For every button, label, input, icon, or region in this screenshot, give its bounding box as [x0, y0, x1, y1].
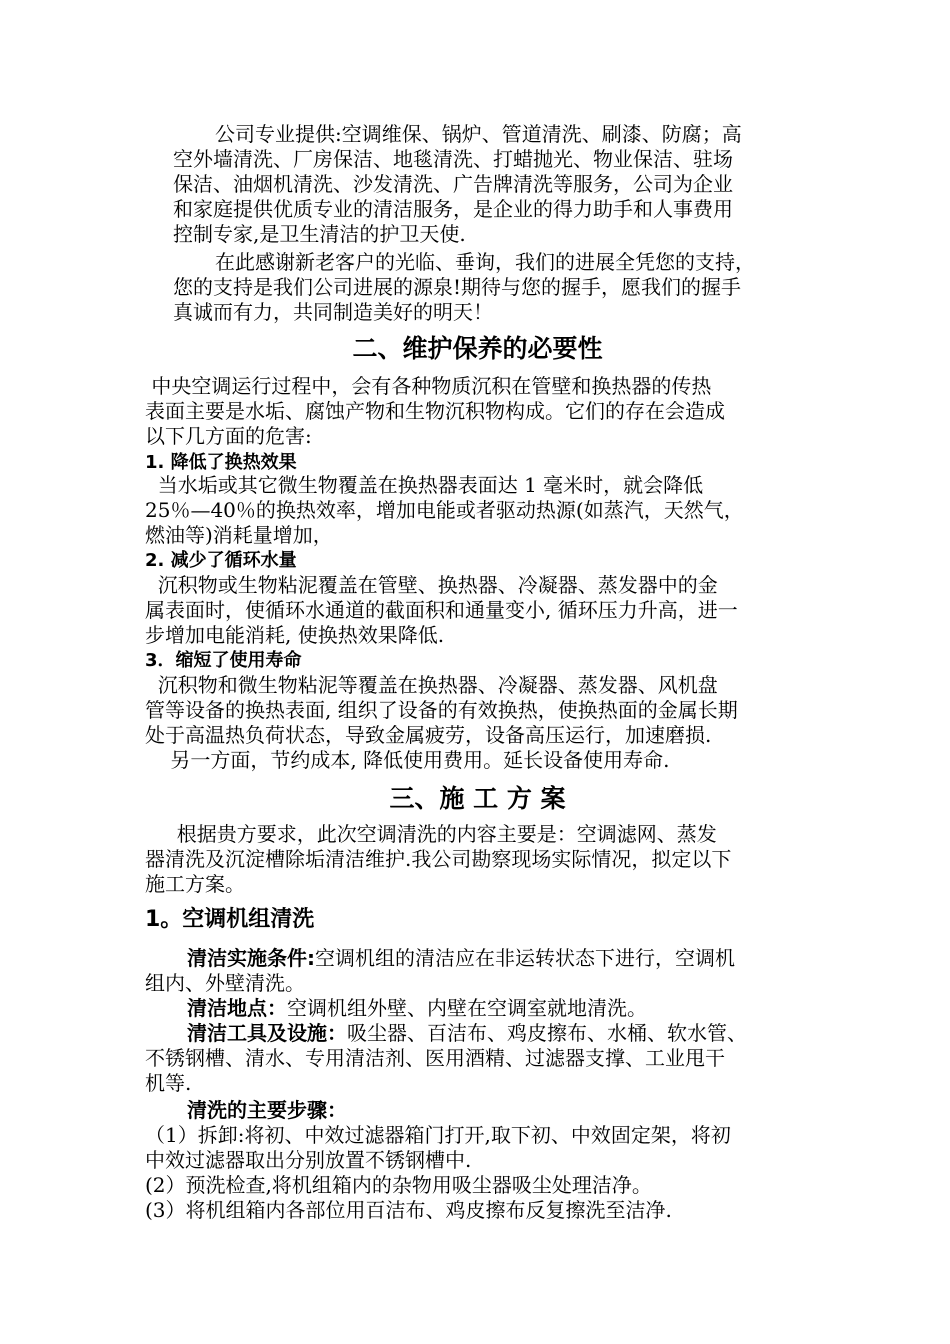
- main-steps-label-row: [145, 1098, 810, 1123]
- tools-label: 清洁工具及设施：: [187, 1021, 347, 1045]
- text-line: 控制专家,是卫生清洁的护卫天使.: [173, 222, 466, 246]
- main-steps: [145, 1123, 810, 1223]
- text-line: 另一方面，节约成本, 降低使用费用。延长设备使用寿命.: [145, 748, 670, 772]
- text-line: 和家庭提供优质专业的清洁服务，是企业的得力助手和人事费用: [173, 197, 733, 221]
- cleaning-tools: [145, 1021, 810, 1096]
- text-line: 步增加电能消耗, 使换热效果降低.: [145, 623, 445, 647]
- text-line: [145, 996, 810, 1021]
- cond-text: 空调机组的清洁应在非运转状态下进行，空调机: [315, 946, 735, 970]
- text-line: 25％—40％的换热效率，增加电能或者驱动热源(如蒸汽，天然气，: [145, 498, 744, 522]
- text-line: 当水垢或其它微生物覆盖在换热器表面达 1 毫米时，就会降低: [145, 473, 704, 497]
- text-line: 处于高温热负荷状态，导致金属疲劳，设备高压运行，加速磨损.: [145, 723, 712, 747]
- section-3-title: 三、施 工 方 案: [389, 784, 566, 813]
- text-line: 表面主要是水垢、腐蚀产物和生物沉积物构成。它们的存在会造成: [145, 399, 725, 423]
- text-line: 组内、外壁清洗。: [145, 971, 305, 995]
- text-line: 器清洗及沉淀槽除垢清洁维护.我公司勘察现场实际情况，拟定以下: [145, 847, 732, 871]
- step-line: (3）将机组箱内各部位用百洁布、鸡皮擦布反复擦洗至洁净.: [145, 1198, 672, 1222]
- cleaning-conditions: [145, 946, 810, 996]
- text-line: 以下几方面的危害:: [145, 424, 312, 448]
- text-line: [145, 1098, 810, 1123]
- text-line: 不锈钢槽、清水、专用清洁剂、医用酒精、过滤器支撑、工业甩干: [145, 1046, 725, 1070]
- item-2-heading: 2. 减少了循环水量: [145, 550, 297, 571]
- cleaning-place: [145, 996, 810, 1021]
- text-line: 真诚而有力，共同制造美好的明天！: [173, 300, 493, 324]
- text-line: 沉积物和微生物粘泥等覆盖在换热器、冷凝器、蒸发器、风机盘: [145, 673, 718, 697]
- text-line: [145, 946, 810, 971]
- text-line: 根据贵方要求，此次空调清洗的内容主要是：空调滤网、蒸发: [145, 822, 717, 846]
- item-3-heading: 3．缩短了使用寿命: [145, 650, 302, 671]
- item-1-body: [145, 473, 810, 548]
- cond-label: 清洁实施条件:: [187, 946, 315, 970]
- step-line: 中效过滤器取出分别放置不锈钢槽中.: [145, 1148, 472, 1172]
- place-label: 清洁地点：: [187, 996, 287, 1020]
- text-line: 公司专业提供:空调维保、锅炉、管道清洗、刷漆、防腐；高: [215, 122, 742, 146]
- steps-label: 清洗的主要步骤：: [187, 1098, 347, 1122]
- step-line: （1）拆卸:将初、中效过滤器箱门打开,取下初、中效固定架，将初: [145, 1123, 731, 1147]
- text-line: 空外墙清洗、厂房保洁、地毯清洗、打蜡抛光、物业保洁、驻场: [173, 147, 733, 171]
- step-line: (2）预洗检查,将机组箱内的杂物用吸尘器吸尘处理洁净。: [145, 1173, 652, 1197]
- item-2-body: [145, 573, 810, 648]
- section-3-intro: [145, 822, 810, 897]
- text-line: 机等.: [145, 1071, 192, 1095]
- place-text: 空调机组外壁、内壁在空调室就地清洗。: [287, 996, 647, 1020]
- intro-paragraph-1: [173, 122, 810, 247]
- text-line: 管等设备的换热表面, 组织了设备的有效换热，使换热面的金属长期: [145, 698, 738, 722]
- item-1-heading: 1. 降低了换热效果: [145, 452, 297, 473]
- section-2-intro: [145, 374, 810, 449]
- text-line: 沉积物或生物粘泥覆盖在管壁、换热器、冷凝器、蒸发器中的金: [145, 573, 718, 597]
- text-line: 燃油等)消耗量增加，: [145, 523, 333, 547]
- text-line: [145, 1021, 810, 1046]
- text-line: 中央空调运行过程中，会有各种物质沉积在管壁和换热器的传热: [145, 374, 712, 398]
- intro-paragraph-2: [173, 250, 810, 325]
- text-line: 保洁、油烟机清洗、沙发清洗、广告牌清洗等服务，公司为企业: [173, 172, 733, 196]
- tools-text: 吸尘器、百洁布、鸡皮擦布、水桶、软水管、: [347, 1021, 747, 1045]
- text-line: 属表面时，使循环水通道的截面积和通量变小, 循环压力升高，进一: [145, 598, 738, 622]
- text-line: 施工方案。: [145, 872, 245, 896]
- subsection-1-heading: 1。空调机组清洗: [145, 907, 315, 932]
- section-2-title: 二、维护保养的必要性: [352, 334, 603, 363]
- item-3-body: [145, 673, 810, 773]
- text-line: 您的支持是我们公司进展的源泉!期待与您的握手，愿我们的握手: [173, 275, 742, 299]
- text-line: 在此感谢新老客户的光临、垂询，我们的进展全凭您的支持，: [215, 250, 755, 274]
